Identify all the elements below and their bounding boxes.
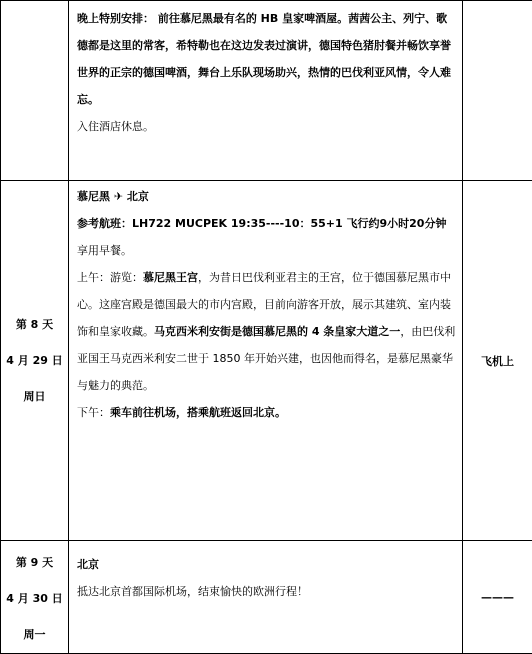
itinerary-paragraph [77,210,456,237]
itinerary-paragraph [77,183,456,210]
text-run: 北京 [77,558,99,571]
accommodation-note: ——— [463,541,532,654]
text-run: 上午：游览： [77,271,143,284]
day-cell [1,1,69,181]
itinerary-paragraph [77,5,456,113]
text-run: 晚上特别安排： 前往慕尼黑最有名的 HB 皇家啤酒屋。茜茜公主、列宁、歌德都是这里的常客，希特勒也在这边发表过演讲，德国特色猪肘餐并畅饮享誉世界的正宗的德国啤酒，舞台上乐队现场助兴，热情的巴伐利亚风情，令人难忘。 [77,12,451,106]
text-run: ，由巴伐利亚国王马克西米利安二世于 1850 年开始兴建，也因他而得名，是慕尼黑豪华与魅力的典范。 [77,325,455,392]
itinerary-row-day9 [1,541,532,654]
itinerary-row-day7-evening [1,1,532,181]
text-run: 抵达北京首都国际机场，结束愉快的欧洲行程！ [77,585,308,598]
accommodation-note: 飞机上 [463,181,532,541]
itinerary-paragraph [77,237,456,264]
day-date: 4 月 29 日 [1,343,68,379]
text-run: 慕尼黑 ✈ 北京 [77,190,149,203]
day-date: 4 月 30 日 [1,581,68,617]
day-number: 第 8 天 [1,307,68,343]
text-run: 参考航班：LH722 MUCPEK 19:35----10：55+1 飞行约9小时20分钟 [77,217,446,230]
day-weekday: 周一 [1,617,68,653]
day-number: 第 9 天 [1,545,68,581]
text-run: 慕尼黑王宫 [143,271,198,284]
text-run: 下午： [77,406,110,419]
text-run: ，为昔日巴伐利亚君主的王宫，位于德国慕尼黑市中心。这座宫殿是德国最大的市内宫殿，目前向游客开放，展示其建筑、室内装饰和皇家收藏。 [77,271,451,338]
note-cell [463,1,532,181]
day-content [69,541,463,654]
text-run: 享用早餐。 [77,244,132,257]
itinerary-paragraph [77,399,456,426]
itinerary-paragraph [77,578,456,605]
day-content [69,1,463,181]
day-cell [1,541,69,654]
day-cell [1,181,69,541]
itinerary-paragraph [77,113,456,140]
day-weekday: 周日 [1,379,68,415]
day-content [69,181,463,541]
itinerary-row-day8 [1,181,532,541]
text-run: 入住酒店休息。 [77,120,154,133]
itinerary-paragraph [77,551,456,578]
text-run: 乘车前往机场，搭乘航班返回北京。 [110,406,286,419]
text-run: 马克西米利安街是德国慕尼黑的 4 条皇家大道之一 [154,325,400,338]
itinerary-paragraph [77,264,456,399]
